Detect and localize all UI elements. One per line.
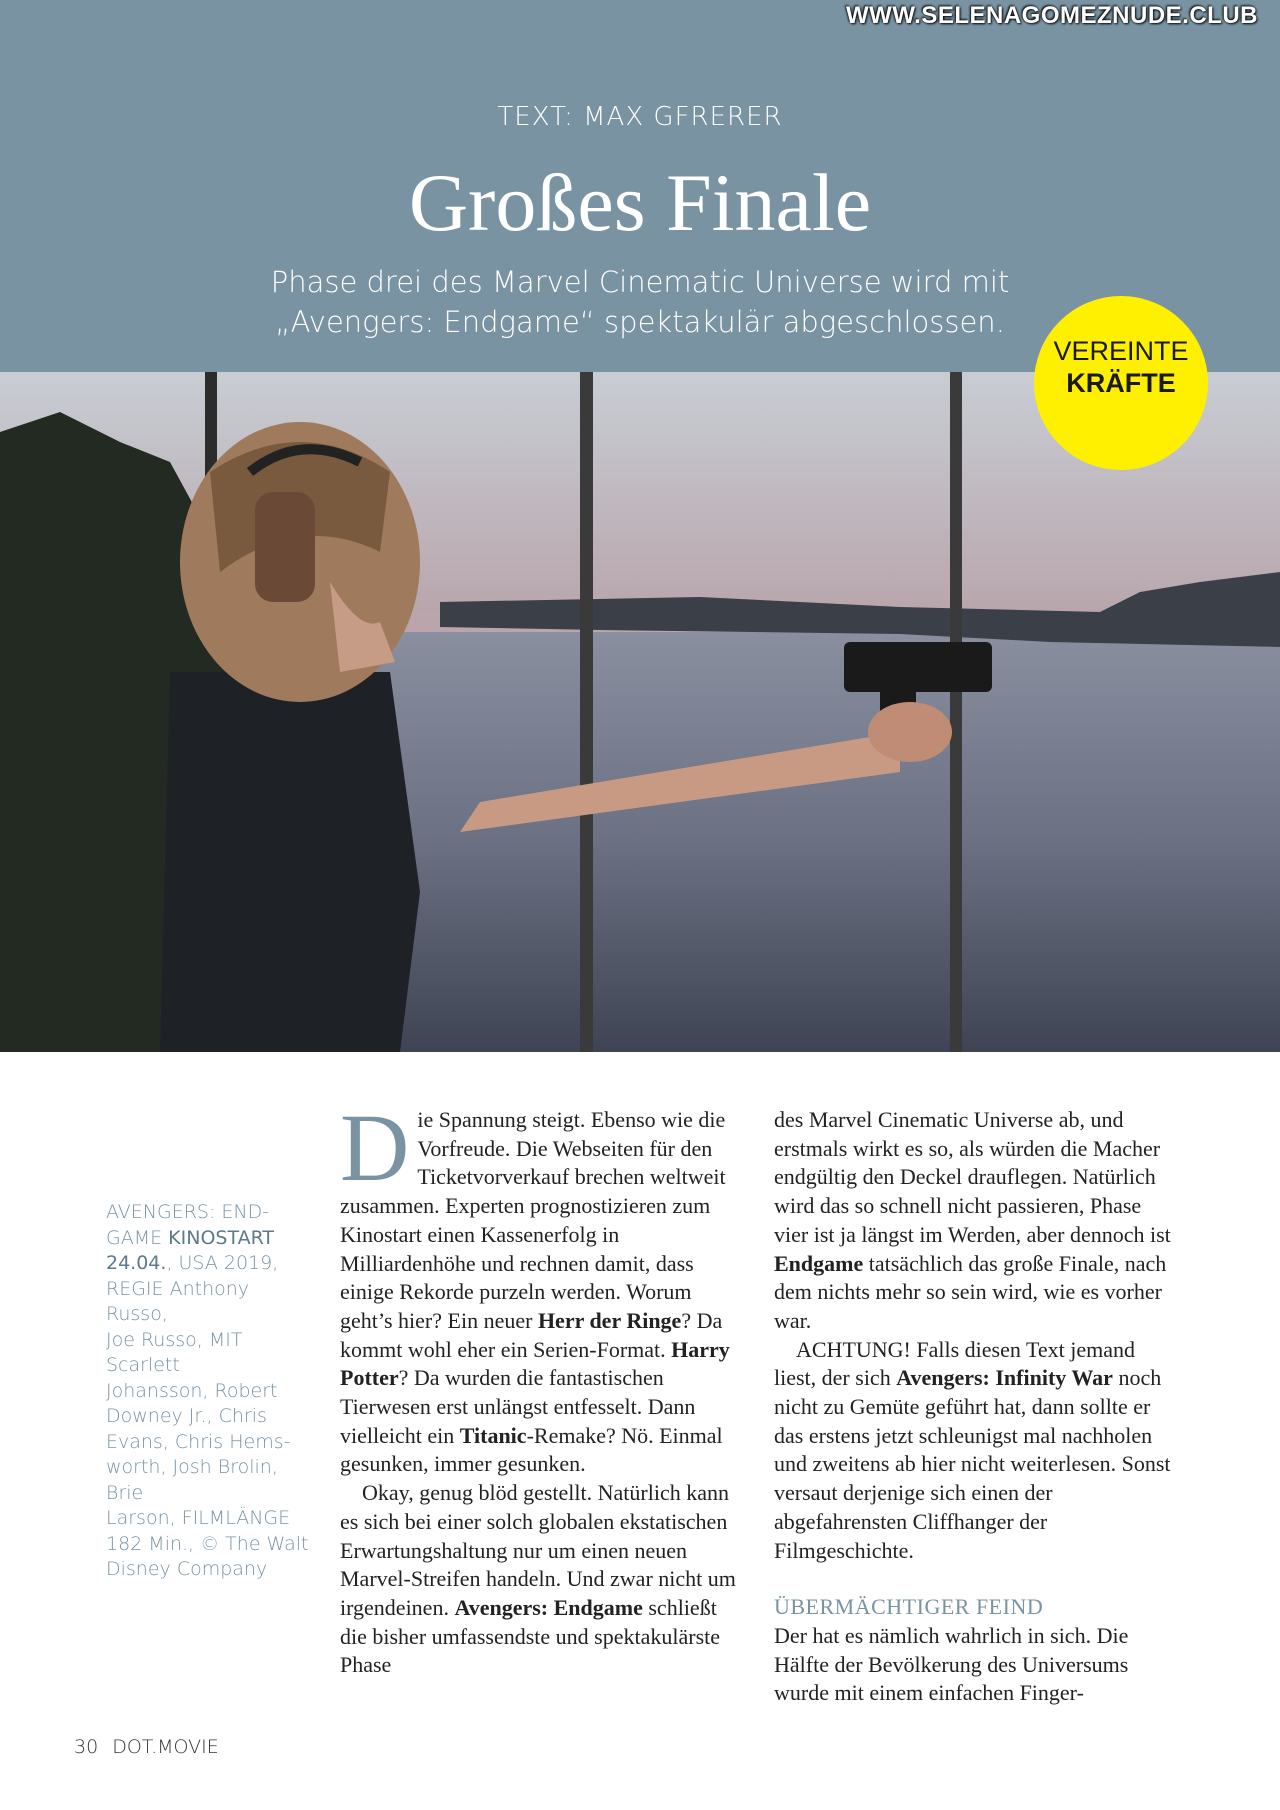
text-run: -Remake? Nö. Einmal gesunken, immer gesunken. [340, 1422, 723, 1477]
sidebar-line [106, 1226, 316, 1252]
article-paragraph-4: Der hat es nämlich wahrlich in sich. Die Hälfte der Bevölkerung des Universums wurde mit einem einfachen Finger- [774, 1622, 1129, 1706]
hero-photo [0, 372, 1280, 1052]
sidebar-line: worth, Josh Brolin, Brie [106, 1456, 278, 1504]
text-run: ? Da kommt wohl eher ein Serien-Format. [340, 1307, 723, 1362]
bold-title: Herr der Ringe [537, 1307, 682, 1333]
section-subhead: ÜBERMÄCHTIGER FEIND [774, 1594, 1044, 1620]
sidebar-line [106, 1251, 316, 1277]
sidebar-line: Johansson, Robert [106, 1379, 278, 1402]
page-title: Großes Finale [408, 157, 872, 248]
article-paragraph-3 [774, 1336, 1178, 1566]
article-paragraph-2-cont [774, 1106, 1178, 1336]
sidebar-release-date: 24.04. [106, 1252, 167, 1274]
text-run: die Vorfreude. Die Webseiten für den Ticketvorverkauf brechen weltweit zusammen. Experten prognostizieren zum Kinostart einen Kassenerfolg in Milliardenhöhe und rechnen damit, dass einige Rekorde purzeln werden. Worum geht’s hier? Ein neuer [340, 1107, 726, 1333]
subtitle [240, 262, 1040, 342]
watermark: WWW.SELENAGOMEZNUDE.CLUB [846, 2, 1258, 29]
vereinte-kraefte-badge [1034, 296, 1208, 470]
text-run: schließt die bisher umfassendste und spektakulärste Phase [340, 1594, 721, 1678]
sidebar-line: Joe Russo, MIT Scarlett [106, 1328, 243, 1376]
sidebar-text: GAME [106, 1226, 169, 1249]
sidebar-label-kinostart: KINOSTART [168, 1226, 275, 1249]
sidebar-line: Larson, FILMLÄNGE [106, 1507, 291, 1529]
article-paragraph-1 [340, 1094, 736, 1479]
bold-title: Titanic [459, 1422, 527, 1448]
badge-line-1: VEREINTE [1053, 336, 1189, 366]
page-number: 30 [74, 1736, 99, 1758]
badge-line-2: KRÄFTE [1066, 368, 1176, 398]
magazine-name: DOT.MOVIE [112, 1736, 219, 1758]
sidebar-line: Evans, Chris Hems- [106, 1430, 291, 1453]
subtitle-line-2: „Avengers: Endgame“ spektakulär abgeschlossen. [275, 305, 1005, 339]
text-run: des Marvel Cinematic Universe ab, und erstmals wirkt es so, als würden die Macher endgültig den Deckel drauflegen. Natürlich wird das so schnell nicht passieren, Phase vier ist ja längst im Werden, aber dennoch ist [774, 1107, 1171, 1247]
bold-title: Avengers: Infinity War [896, 1365, 1113, 1391]
sidebar-line: AVENGERS: END- [106, 1201, 270, 1223]
text-run: noch nicht zu Gemüte geführt hat, dann sollte er das erstens jetzt schleunigst mal nachholen und zweitens ab hier nicht weiterlesen. Sonst versaut derjenige sich einen der abgefahrensten Cliffhanger der Filmgeschichte. [774, 1365, 1171, 1563]
byline: TEXT: MAX GFRERER [497, 102, 783, 132]
hero-photo-illustration [0, 372, 1280, 1052]
article-paragraph-2 [340, 1479, 736, 1680]
bold-title: Harry Potter [340, 1336, 730, 1391]
sidebar-text: , USA 2019, [166, 1252, 279, 1274]
text-run: ie Spannung steigt. Ebenso wie [417, 1107, 693, 1132]
film-info-sidebar [106, 1200, 316, 1583]
text-run: ACHTUNG! Falls diesen Text jemand liest, der sich [774, 1336, 1136, 1391]
sidebar-line: 182 Min., © The Walt [106, 1532, 309, 1555]
page-footer [74, 1736, 233, 1758]
bold-title: Endgame [774, 1250, 864, 1276]
text-run: tatsächlich das große Finale, nach dem nichts mehr so sein wird, wie es vorher war. [774, 1250, 1167, 1333]
sidebar-line: Downey Jr., Chris [106, 1405, 267, 1427]
text-run: ? Da wurden die fantastischen Tierwesen erst unlängst entfesselt. Dann vielleicht ein [340, 1365, 696, 1448]
sidebar-line: REGIE Anthony Russo, [106, 1277, 250, 1325]
article-column-2 [774, 1106, 1178, 1708]
drop-cap: D [340, 1094, 410, 1201]
text-run: Okay, genug blöd gestellt. Natürlich kann es sich bei einer solch globalen ekstatischen Erwartungshaltung nur um einen neuen Marvel-Streifen handeln. Und zwar nicht um irgendeinen. [340, 1480, 736, 1620]
article-column-1 [340, 1094, 736, 1680]
subtitle-line-1: Phase drei des Marvel Cinematic Universe wird mit [270, 265, 1010, 299]
bold-title: Avengers: Endgame [454, 1594, 643, 1620]
sidebar-line: Disney Company [106, 1558, 268, 1580]
